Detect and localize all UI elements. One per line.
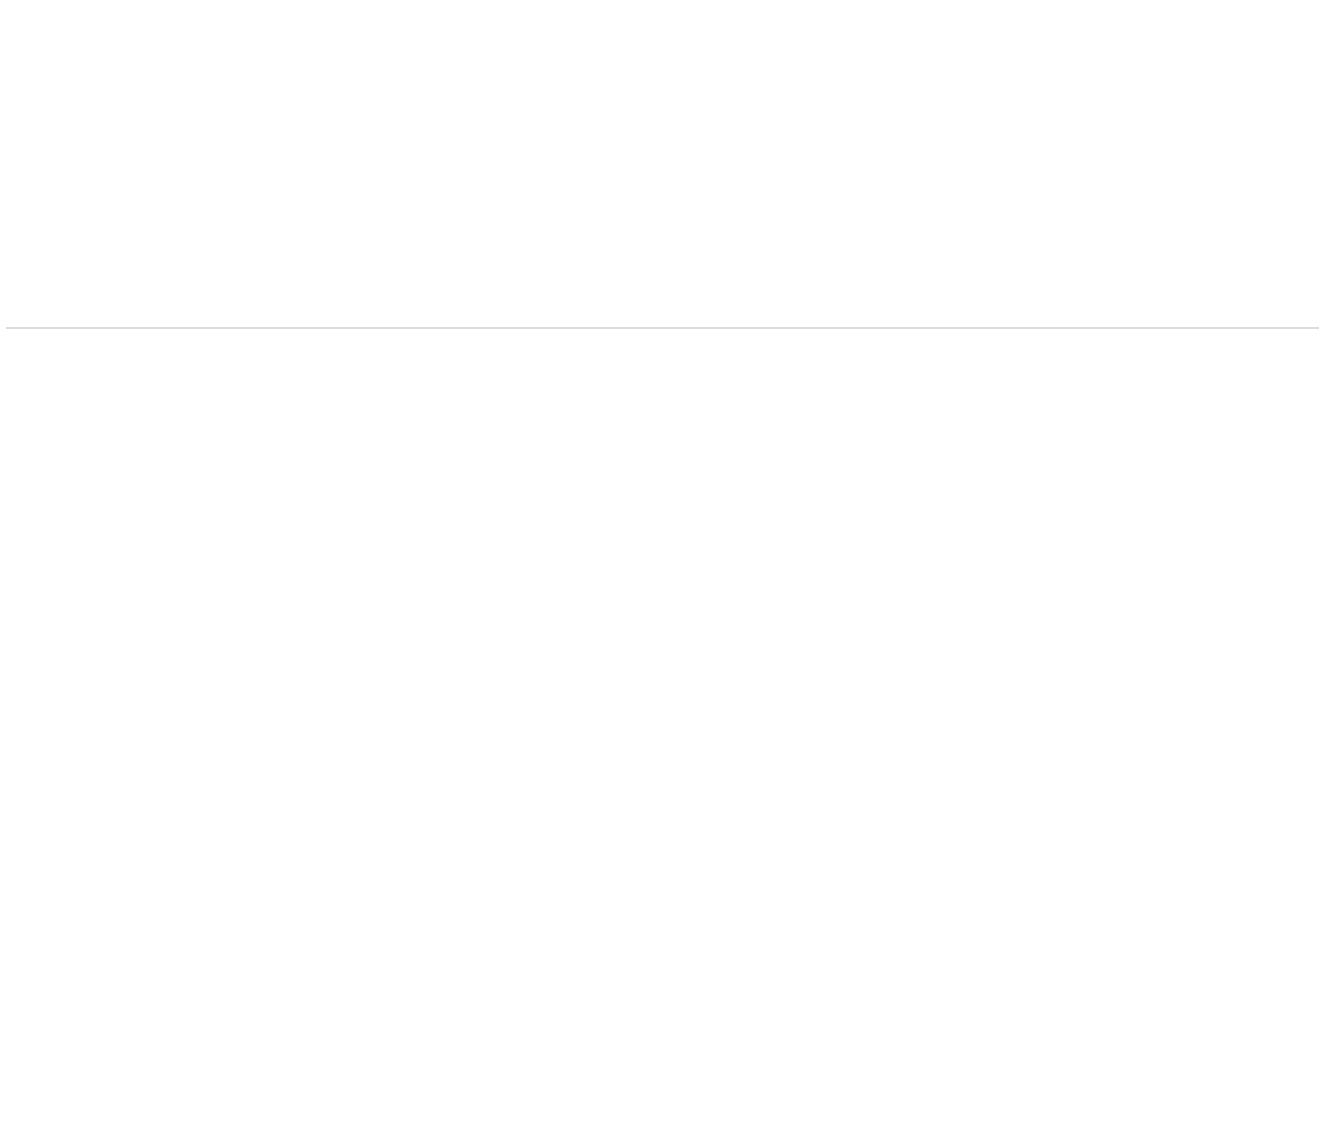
forecast-card bbox=[449, 616, 885, 874]
forecast-card bbox=[449, 357, 885, 616]
regional-forecast-grid bbox=[13, 357, 1323, 874]
forecast-card bbox=[885, 357, 1321, 616]
section-divider bbox=[6, 327, 1319, 329]
forecast-card bbox=[13, 357, 449, 616]
forecast-card bbox=[885, 616, 1321, 874]
forecast-card bbox=[13, 616, 449, 874]
